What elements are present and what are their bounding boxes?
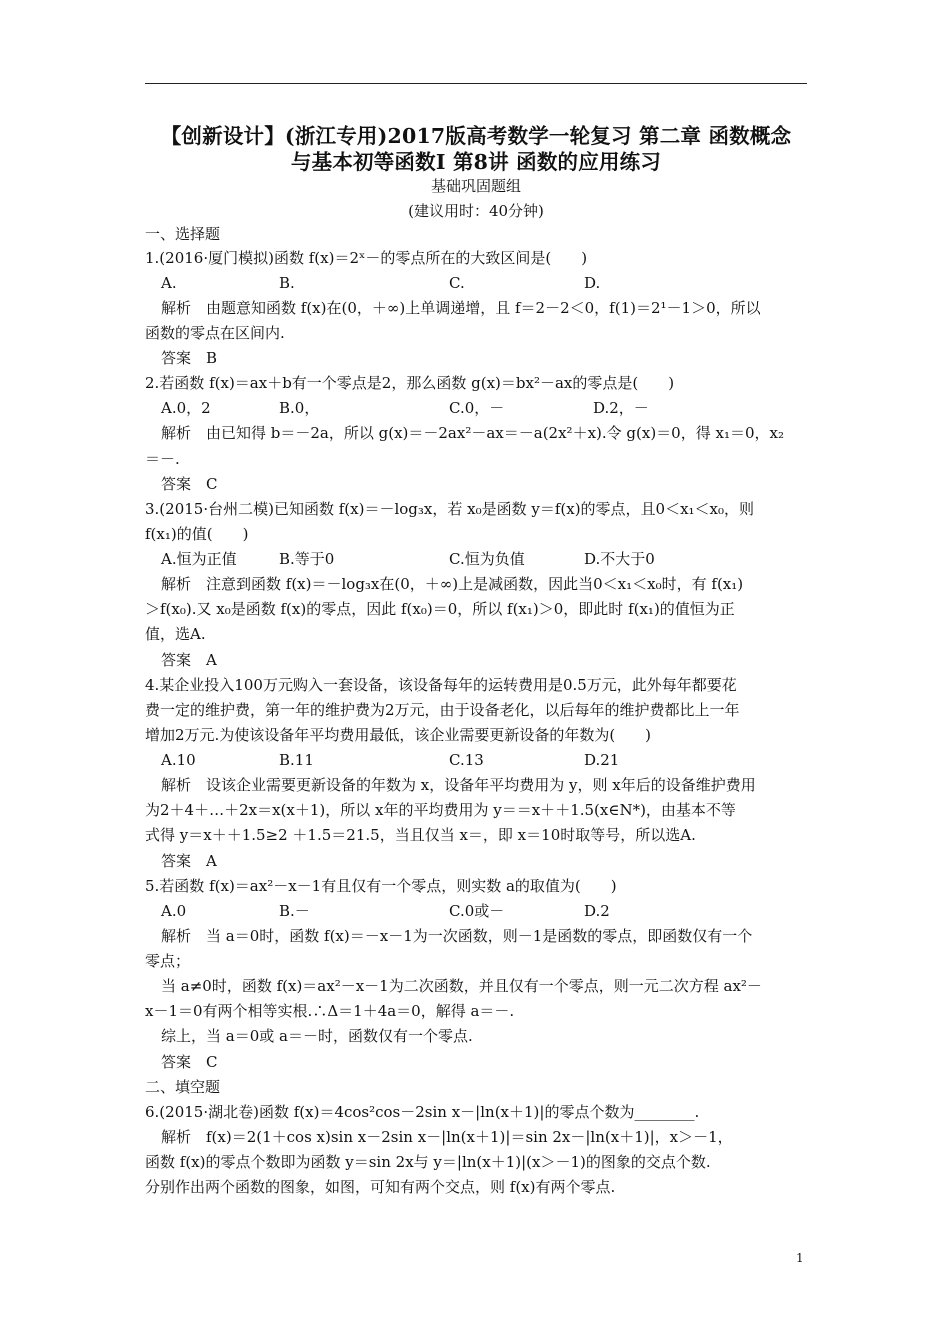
q2-answer: 答案 C [161,475,218,493]
q5-answer: 答案 C [161,1053,218,1071]
q6-analysis-1: 解析 f(x)＝2(1＋cos x)sin x－2sin x－|ln(x＋1)|＝sin 2x－|ln(x＋1)|，x＞－1， [161,1128,733,1146]
q3-option-d: D.不大于0 [584,550,655,568]
q2-option-b: B.0， [279,399,320,417]
section-heading-fill: 二、填空题 [145,1078,221,1096]
group-heading: 基础巩固题组 [430,177,521,195]
q2-analysis-2: ＝－. [145,450,180,468]
q4-option-b: B.11 [279,751,314,769]
q4-option-c: C.13 [449,751,484,769]
q4-stem-3: 增加2万元.为使该设备年平均费用最低，该企业需要更新设备的年数为( ) [145,726,652,744]
q5-option-a: A.0 [161,902,187,920]
q3-stem-1: 3.(2015·台州二模)已知函数 f(x)＝－log₃x，若 x₀是函数 y＝f(x)的零点，且0＜x₁＜x₀，则 [145,500,755,518]
q5-analysis-1: 解析 当 a＝0时，函数 f(x)＝－x－1为一次函数，则－1是函数的零点，即函数仅有一个 [161,927,753,945]
q2-option-a: A.0，2 [161,399,211,417]
page-number: 1 [796,1251,804,1265]
q1-stem: 1.(2016·厦门模拟)函数 f(x)＝2ˣ－的零点所在的大致区间是( ) [145,249,588,267]
q3-analysis-3: 值，选A. [145,625,206,643]
q5-analysis-3: 当 a≠0时，函数 f(x)＝ax²－x－1为二次函数，并且仅有一个零点，则一元二次方程 ax²－ [161,977,762,995]
q4-stem-2: 费一定的维护费，第一年的维护费为2万元，由于设备老化，以后每年的维护费都比上一年 [145,701,740,719]
time-hint: (建议用时：40分钟) [408,202,544,220]
q5-option-b: B.－ [279,902,310,920]
header-rule [145,83,807,84]
q1-analysis-1: 解析 由题意知函数 f(x)在(0，＋∞)上单调递增，且 f＝2－2＜0，f(1)＝2¹－1＞0，所以 [161,299,761,317]
q4-option-d: D.21 [584,751,620,769]
q6-analysis-3: 分别作出两个函数的图象，如图，可知有两个交点，则 f(x)有两个零点. [145,1178,616,1196]
q1-answer: 答案 B [161,349,218,367]
q5-option-d: D.2 [584,902,610,920]
q1-analysis-2: 函数的零点在区间内. [145,324,285,342]
q1-option-d: D. [584,274,601,292]
q2-analysis-1: 解析 由已知得 b＝－2a，所以 g(x)＝－2ax²－ax＝－a(2x²＋x).令 g(x)＝0，得 x₁＝0，x₂ [161,424,784,442]
q3-option-b: B.等于0 [279,550,335,568]
q5-analysis-5: 综上，当 a＝0或 a＝－时，函数仅有一个零点. [161,1027,473,1045]
document-title-line2: 与基本初等函数Ⅰ 第8讲 函数的应用练习 [290,150,662,174]
q3-answer: 答案 A [161,651,217,669]
q3-analysis-1: 解析 注意到函数 f(x)＝－log₃x在(0，＋∞)上是减函数，因此当0＜x₁＜x₀时，有 f(x₁) [161,575,744,593]
q1-option-b: B. [279,274,295,292]
q5-analysis-4: x－1＝0有两个相等实根.∴Δ＝1＋4a＝0，解得 a＝－. [145,1002,515,1020]
q5-option-c: C.0或－ [449,902,505,920]
q4-stem-1: 4.某企业投入100万元购入一套设备，该设备每年的运转费用是0.5万元，此外每年都要花 [145,676,737,694]
q4-analysis-3: 式得 y＝x＋＋1.5≥2 ＋1.5＝21.5，当且仅当 x＝，即 x＝10时取等号，所以选A. [145,826,696,844]
q4-option-a: A.10 [161,751,196,769]
q3-stem-2: f(x₁)的值( ) [145,525,249,543]
q3-option-a: A.恒为正值 [161,550,237,568]
q4-answer: 答案 A [161,852,217,870]
q6-stem: 6.(2015·湖北卷)函数 f(x)＝4cos²cos－2sin x－|ln(x＋1)|的零点个数为________. [145,1103,700,1121]
q4-analysis-1: 解析 设该企业需要更新设备的年数为 x，设备年平均费用为 y，则 x年后的设备维护费用 [161,776,756,794]
document-title-line1: 【创新设计】(浙江专用)2017版高考数学一轮复习 第二章 函数概念 [160,124,792,148]
q4-analysis-2: 为2＋4＋…＋2x＝x(x＋1)，所以 x年的平均费用为 y＝＝x＋＋1.5(x∈N*)，由基本不等 [145,801,736,819]
q2-stem: 2.若函数 f(x)＝ax＋b有一个零点是2，那么函数 g(x)＝bx²－ax的零点是( ) [145,374,675,392]
q5-analysis-2: 零点； [145,952,191,970]
section-heading-choice: 一、选择题 [145,225,221,243]
q1-option-c: C. [449,274,465,292]
q5-stem: 5.若函数 f(x)＝ax²－x－1有且仅有一个零点，则实数 a的取值为( ) [145,877,617,895]
q6-analysis-2: 函数 f(x)的零点个数即为函数 y＝sin 2x与 y＝|ln(x＋1)|(x＞－1)的图象的交点个数. [145,1153,711,1171]
q3-option-c: C.恒为负值 [449,550,525,568]
q2-option-d: D.2，－ [593,399,649,417]
q1-option-a: A. [161,274,177,292]
q2-option-c: C.0，－ [449,399,505,417]
q3-analysis-2: ＞f(x₀).又 x₀是函数 f(x)的零点，因此 f(x₀)＝0，所以 f(x₁)＞0，即此时 f(x₁)的值恒为正 [145,600,735,618]
